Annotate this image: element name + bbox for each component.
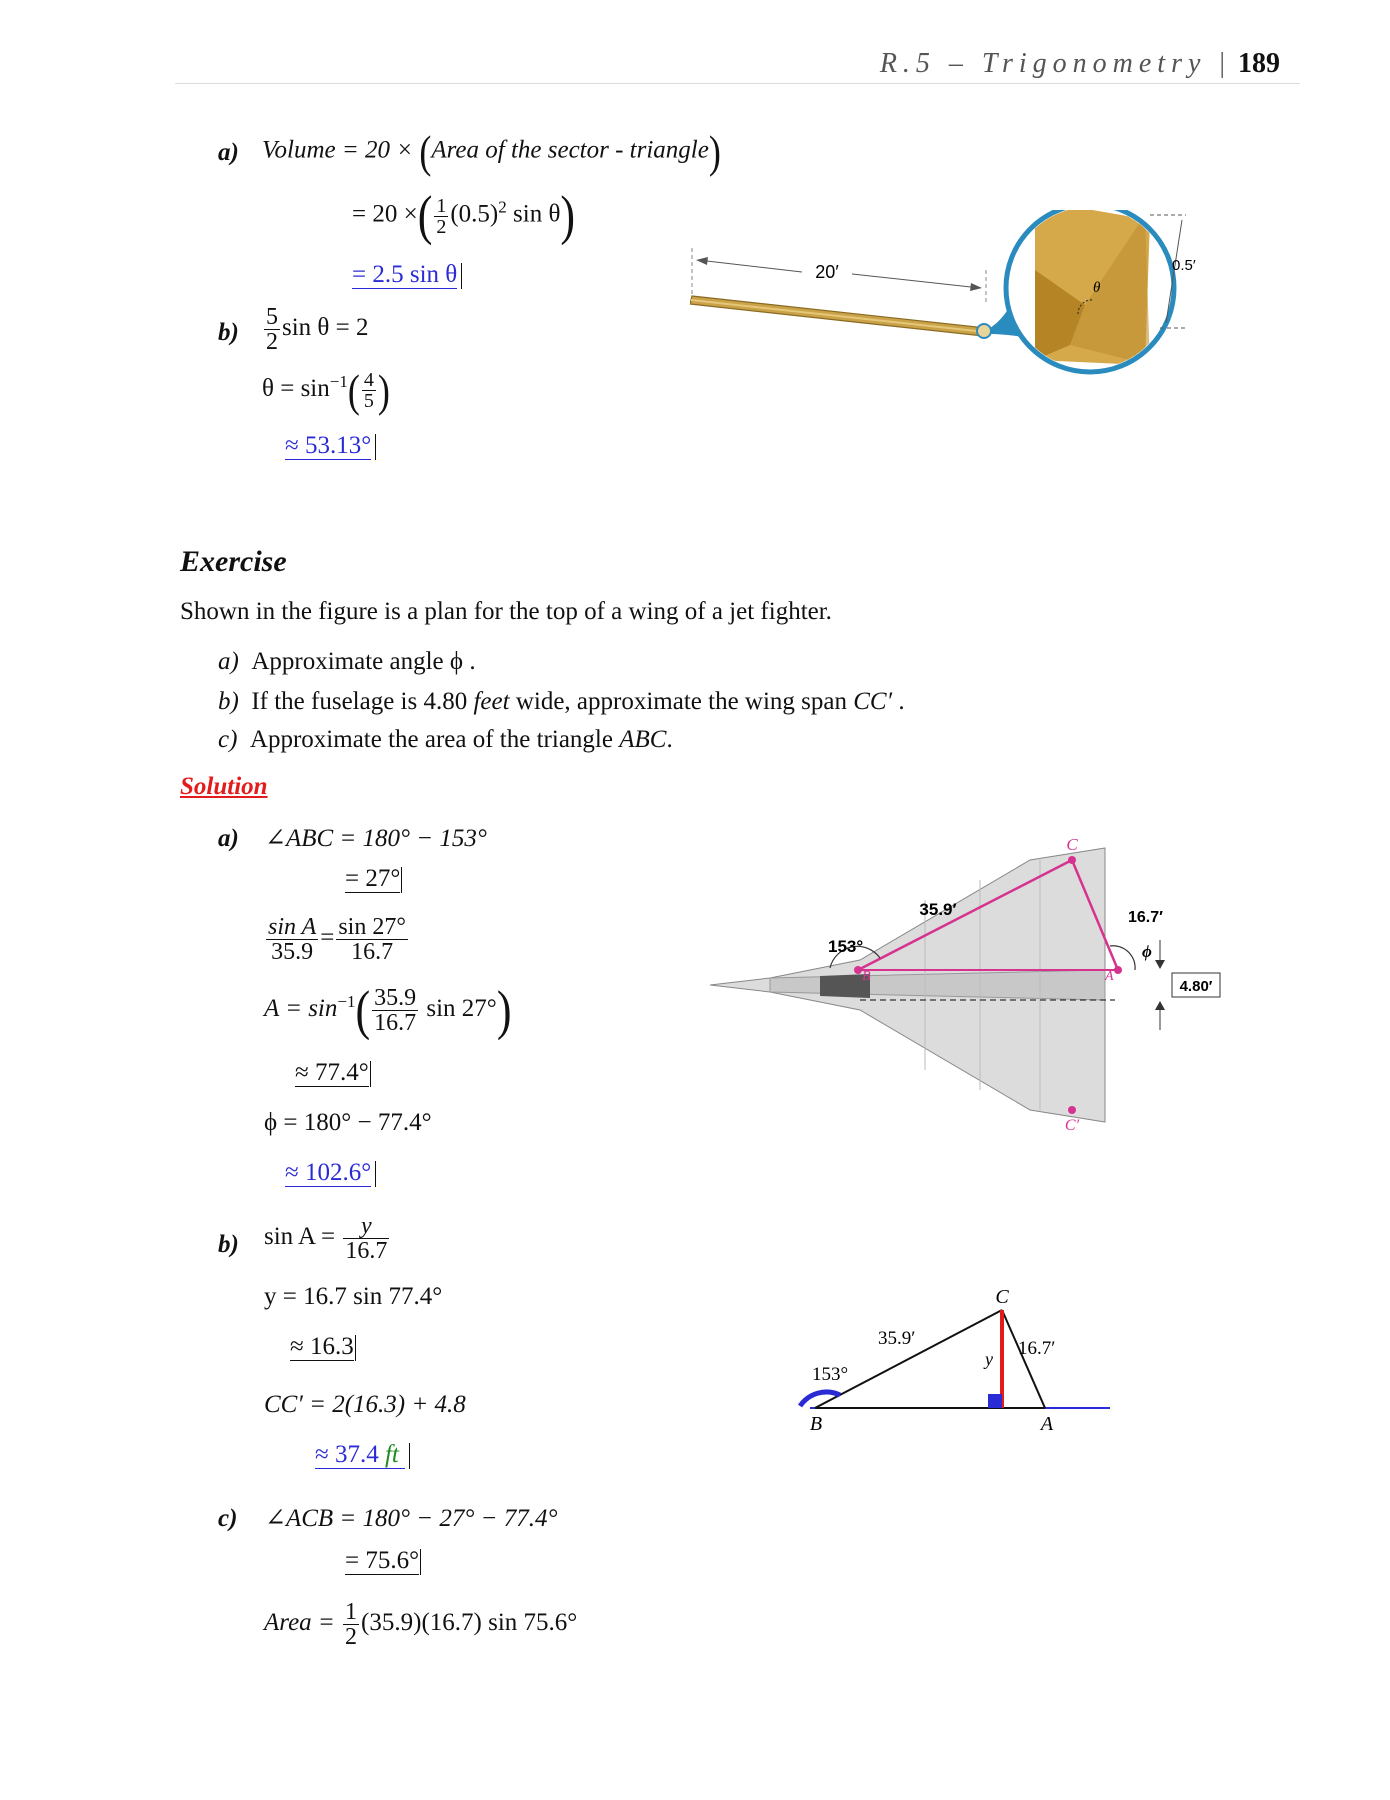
solution-c-label: c) xyxy=(218,1505,238,1532)
angle-abc-line xyxy=(265,826,487,851)
fraction-y-16.7: $\frac{y}{16.7}$ xyxy=(345,1213,388,1264)
header-rule xyxy=(175,83,1300,84)
law-of-sines-equals: = xyxy=(320,924,335,952)
solution-a-label: a) xyxy=(218,825,239,852)
exercise-b-cc: CC′ xyxy=(853,688,893,715)
triangle-height-y: y xyxy=(985,1349,993,1369)
triangle-angle-153: 153° xyxy=(812,1364,849,1385)
area-tail: (35.9)(16.7) sin 75.6° xyxy=(361,1609,578,1637)
volume-result-text: = 2.5 sin θ xyxy=(352,261,458,288)
fraction-one-half: $\frac{1}{2}$ xyxy=(345,1599,358,1650)
theta-result-text: ≈ 53.13° xyxy=(285,432,372,459)
fraction-35.9-16.7: $\frac{35.9}{16.7}$ xyxy=(374,985,417,1036)
angle-a-result-text: ≈ 77.4° xyxy=(295,1059,369,1086)
volume-line-1: Volume = 20 × (Area of the sector - triangle) xyxy=(262,127,721,177)
jet-angle-153: 153° xyxy=(828,937,864,956)
point-c-prime xyxy=(1068,1106,1076,1114)
jet-label-c: C xyxy=(1066,835,1078,854)
exercise-item-c xyxy=(218,726,673,754)
exercise-c-end: . xyxy=(666,726,673,753)
rod-radius-label: 0.5′ xyxy=(1172,257,1196,274)
exercise-item-a xyxy=(218,648,476,676)
rod-figure xyxy=(690,210,1210,410)
part-b-label: b) xyxy=(218,319,239,346)
sin-a-y-line xyxy=(264,1214,391,1263)
exercise-a-end: . xyxy=(463,648,476,675)
fuselage-arrowhead-top xyxy=(1155,960,1165,969)
sin27-over-16.7: $\frac{\sin 27^\circ}{16.7}$ xyxy=(338,914,406,965)
volume-result xyxy=(352,262,462,289)
jet-fuselage-width: 4.80′ xyxy=(1179,978,1213,995)
jet-figure xyxy=(710,830,1230,1150)
exercise-b-text: If the fuselage is 4.80 xyxy=(251,688,474,715)
y-line-text: y = 16.7 sin 77.4° xyxy=(264,1283,443,1310)
exercise-c-text: Approximate the area of the triangle xyxy=(249,726,620,753)
exercise-b-label: b) xyxy=(218,688,239,715)
fuselage-arrowhead-bottom xyxy=(1155,1001,1165,1010)
wingspan-line xyxy=(264,1392,466,1417)
sin-a-y-pre: sin A = xyxy=(264,1223,342,1251)
angle-abc-result-text: = 27° xyxy=(345,865,401,892)
phi-result xyxy=(285,1160,376,1187)
fraction-five-halves: $\frac{5}{2}$ xyxy=(266,304,278,355)
wingspan-result-text: ≈ 37.4 ft xyxy=(315,1441,405,1469)
jet-side-bc: 35.9′ xyxy=(919,900,957,919)
exercise-b-text-2: wide, approximate the wing span xyxy=(509,688,854,715)
part-a-label: a) xyxy=(218,139,239,166)
phi-result-text: ≈ 102.6° xyxy=(285,1159,372,1186)
area-line xyxy=(264,1600,577,1649)
dim-arrow-left xyxy=(696,257,708,265)
point-a xyxy=(1114,966,1122,974)
triangle-label-a: A xyxy=(1040,1413,1054,1435)
volume-paren-text: Area of the sector - triangle xyxy=(431,136,709,164)
exercise-b-end: . xyxy=(892,688,905,715)
header-separator: | xyxy=(1219,48,1225,79)
sin-eq-line xyxy=(262,305,369,354)
sinA-over-35.9: $\frac{\text{sin A}}{35.9}$ xyxy=(268,914,317,965)
side-bc xyxy=(815,1310,1002,1408)
angle-abc-text: ∠ABC = 180° − 153° xyxy=(265,825,487,852)
jet-label-c-prime: C′ xyxy=(1064,1117,1080,1134)
section-title: R.5 – Trigonometry xyxy=(879,48,1207,79)
angle-acb-text: ∠ACB = 180° − 27° − 77.4° xyxy=(265,1505,558,1532)
volume-line-2-pre: = 20 × xyxy=(352,200,418,228)
right-angle-marker xyxy=(988,1394,1002,1408)
exponent-2: 2 xyxy=(498,197,507,217)
dim-arrow-right xyxy=(970,283,982,291)
y-result xyxy=(290,1334,356,1361)
exercise-intro: Shown in the figure is a plan for the top of a wing of a jet fighter. xyxy=(180,598,832,625)
dim-line-right xyxy=(852,274,980,288)
solution-b-label: b) xyxy=(218,1231,239,1258)
theta-line: $\theta = \sin^{-1}$( $\frac{4}{5}$ ) xyxy=(262,365,390,416)
theta-line-pre: θ = sin xyxy=(262,375,330,403)
rod-length-label: 20′ xyxy=(815,262,839,282)
exercise-a-text: Approximate angle xyxy=(251,648,450,675)
inverse-exponent: −1 xyxy=(329,371,348,391)
rod-highlight xyxy=(691,300,985,332)
theta-result xyxy=(285,433,376,460)
triangle-label-b: B xyxy=(809,1413,823,1435)
triangle-side-ac: 16.7′ xyxy=(1018,1338,1056,1359)
phi-line-text: ϕ = 180° − 77.4° xyxy=(264,1109,432,1136)
angle-acb-line xyxy=(265,1506,558,1531)
solution-heading: Solution xyxy=(180,773,268,800)
phi-line xyxy=(264,1110,432,1135)
angle-a-line: $A = \sin^{-1}$( $\frac{35.9}{16.7}$ sin 27°) xyxy=(264,979,512,1041)
volume-lhs: Volume = 20 × xyxy=(262,136,420,164)
volume-line-2: = 20 ×( $\frac{1}{2}$ $(0.5)^2$ sin θ) xyxy=(352,184,576,246)
y-result-text: ≈ 16.3 xyxy=(290,1333,354,1360)
angle-a-exponent: −1 xyxy=(337,991,356,1011)
angle-a-tail: sin 27° xyxy=(420,995,497,1023)
side-ca xyxy=(1002,1310,1045,1408)
wingspan-result xyxy=(315,1442,410,1469)
jet-label-a: A xyxy=(1105,969,1114,984)
exercise-item-b xyxy=(218,688,905,716)
jet-label-b: B xyxy=(862,969,871,984)
fraction-half: $\frac{1}{2}$ xyxy=(436,194,447,238)
angle-acb-result xyxy=(345,1548,421,1575)
exercise-c-abc: ABC xyxy=(619,726,667,753)
dim-line-left xyxy=(698,260,802,272)
triangle-side-bc: 35.9′ xyxy=(878,1328,916,1349)
angle-a-result xyxy=(295,1060,371,1087)
wingspan-text: CC′ = 2(16.3) + 4.8 xyxy=(264,1391,466,1418)
angle-abc-result xyxy=(345,866,402,893)
angle-acb-result-text: = 75.6° xyxy=(345,1547,420,1574)
page-header xyxy=(880,48,1280,80)
point-b xyxy=(854,966,862,974)
point-c xyxy=(1068,856,1076,864)
volume-line-2-mid: (0.5) xyxy=(450,200,499,228)
rod-theta-label: θ xyxy=(1093,280,1101,296)
fraction-four-fifths: $\frac{4}{5}$ xyxy=(363,369,374,412)
area-pre: Area = xyxy=(264,1609,342,1637)
triangle-figure xyxy=(780,1290,1120,1460)
exercise-heading: Exercise xyxy=(180,545,287,578)
exercise-a-phi: ϕ xyxy=(449,648,464,675)
angle-a-pre: A = sin xyxy=(264,995,338,1023)
sin-eq-tail: sin θ = 2 xyxy=(282,314,369,342)
page-number: 189 xyxy=(1238,48,1280,79)
jet-angle-phi: ϕ xyxy=(1142,942,1152,961)
exercise-b-feet: feet xyxy=(473,688,510,715)
exercise-c-label: c) xyxy=(218,726,238,753)
triangle-label-c: C xyxy=(995,1290,1009,1308)
jet-side-ac: 16.7′ xyxy=(1128,909,1163,926)
exercise-a-label: a) xyxy=(218,648,239,675)
rod-end-circle xyxy=(977,324,991,338)
volume-line-2-tail: sin θ xyxy=(506,200,561,228)
law-of-sines xyxy=(264,915,410,964)
y-line xyxy=(264,1284,442,1309)
